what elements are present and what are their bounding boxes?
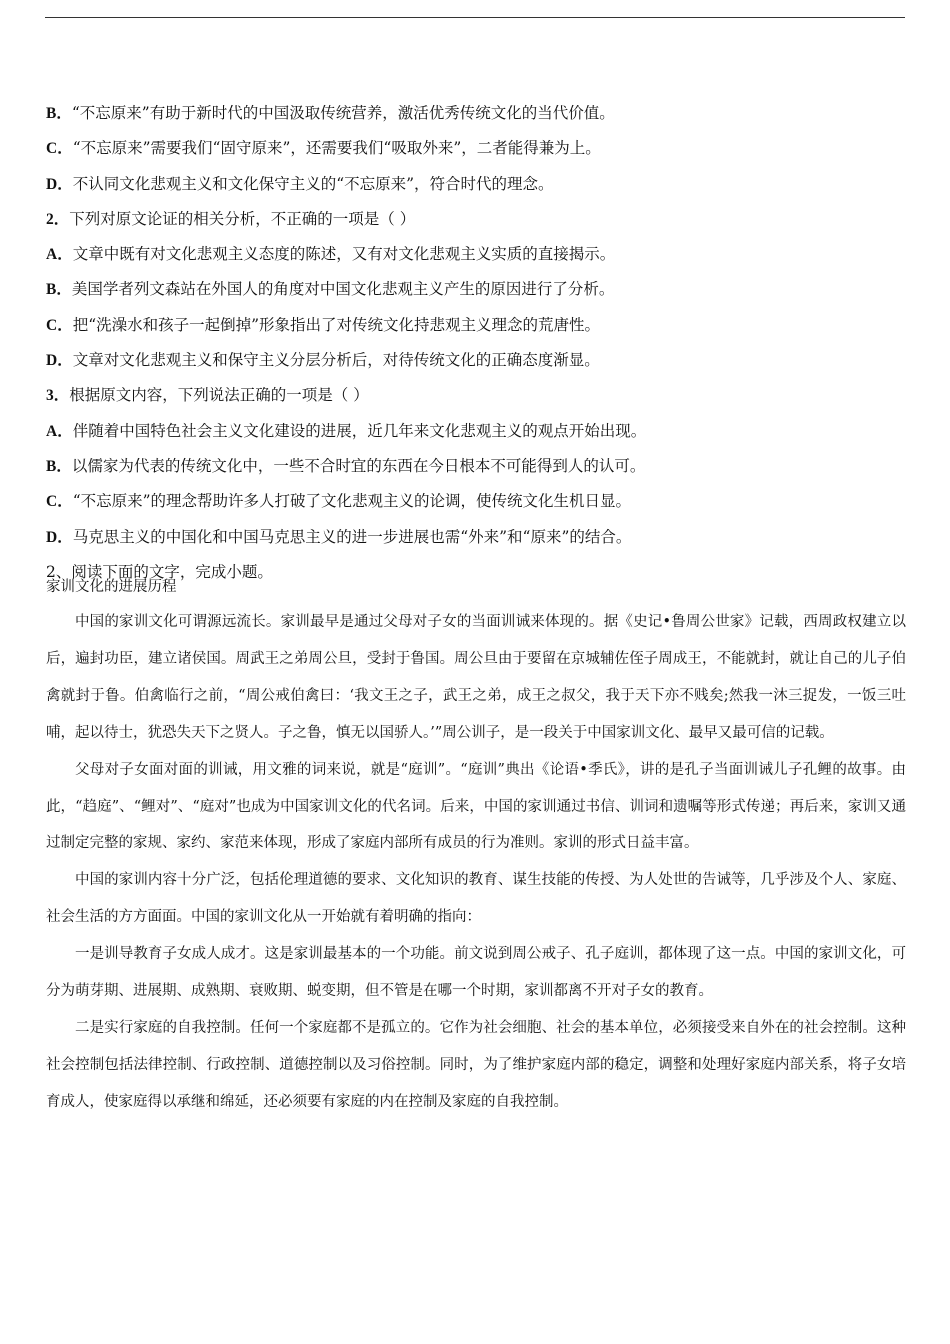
- passage-body: [46, 604, 906, 1121]
- section-intro: 2、阅读下面的文字，完成小题。: [46, 562, 273, 581]
- q2-option-a: [46, 237, 906, 272]
- option-text: “不忘原来”的理念帮助许多人打破了文化悲观主义的论调，使传统文化生机日显。: [72, 492, 632, 511]
- q3-option-c: [46, 484, 906, 519]
- q2-stem: [46, 202, 906, 237]
- q2-option-b: [46, 272, 906, 307]
- question-text: 根据原文内容，下列说法正确的一项是（ ）: [69, 386, 369, 405]
- question-text: 下列对原文论证的相关分析，不正确的一项是（ ）: [69, 209, 416, 228]
- q2-option-c: [46, 308, 906, 343]
- question-block: [46, 96, 906, 589]
- option-label: C．: [46, 140, 73, 158]
- header-rule: [45, 17, 905, 18]
- option-label: A．: [46, 246, 73, 264]
- option-text: 美国学者列文森站在外国人的角度对中国文化悲观主义产生的原因进行了分析。: [71, 280, 615, 299]
- option-label: B．: [46, 105, 72, 122]
- option-label: D．: [46, 528, 73, 546]
- q3-option-b: [46, 449, 906, 484]
- paragraph: 一是训导教育子女成人成才。这是家训最基本的一个功能。前文说到周公戒子、孔子庭训，都体现了这一点。中国的家训文化，可分为萌芽期、进展期、成熟期、衰败期、蜕变期，但不管是在哪一个时期，家训都离不开对子女的教育。: [46, 946, 906, 1000]
- option-label: D．: [46, 175, 73, 193]
- question-number: 3．: [46, 387, 70, 405]
- option-label: B．: [46, 457, 72, 475]
- option-label: A．: [46, 422, 73, 440]
- option-label: D．: [46, 352, 73, 370]
- option-text: 不认同文化悲观主义和文化保守主义的“不忘原来”，符合时代的理念。: [72, 174, 554, 193]
- q3-option-d: [46, 520, 906, 555]
- option-label: C．: [46, 493, 73, 511]
- q2-option-d: [46, 343, 906, 378]
- q3-option-a: [46, 414, 906, 449]
- option-text: 文章对文化悲观主义和保守主义分层分析后，对待传统文化的正确态度渐显。: [72, 351, 600, 370]
- q1-option-c: [46, 131, 906, 166]
- q1-option-d: [46, 167, 906, 202]
- option-text: 伴随着中国特色社会主义文化建设的进展，近几年来文化悲观主义的观点开始出现。: [72, 421, 647, 440]
- option-text: “不忘原来”有助于新时代的中国汲取传统营养，激活优秀传统文化的当代价值。: [71, 104, 615, 122]
- option-text: 以儒家为代表的传统文化中，一些不合时宜的东西在今日根本不可能得到人的认可。: [71, 456, 646, 475]
- q1-option-b: [46, 96, 906, 131]
- question-number: 2．: [46, 210, 70, 228]
- option-label: C．: [46, 316, 73, 334]
- paragraph: 父母对子女面对面的训诫，用文雅的词来说，就是“庭训”。“庭训”典出《论语•季氏》，讲的是孔子当面训诫儿子孔鲤的故事。由此，“趋庭”、“鲤对”、“庭对”也成为中国家训文化的代名词。后来，中国的家训通过书信、训词和遗嘱等形式传递；再后来，家训又通过制定完整的家规、家约、家范来体现，形成了家庭内部所有成员的行为准则。家训的形式日益丰富。: [46, 761, 906, 852]
- paragraph: 中国的家训文化可谓源远流长。家训最早是通过父母对子女的当面训诫来体现的。据《史记•鲁周公世家》记载，西周政权建立以后，遍封功臣，建立诸侯国。周武王之弟周公旦，受封于鲁国。周公旦由于要留在京城辅佐侄子周成王，不能就封，就让自己的儿子伯禽就封于鲁。伯禽临行之前，“周公戒伯禽曰：‘我文王之子，武王之弟，成王之叔父，我于天下亦不贱矣;然我一沐三捉发，一饭三吐哺，起以待士，犹恐失天下之贤人。子之鲁，慎无以国骄人。’”周公训子，是一段关于中国家训文化、最早又最可信的记载。: [46, 614, 906, 741]
- option-label: B．: [46, 281, 72, 299]
- paragraph: 二是实行家庭的自我控制。任何一个家庭都不是孤立的。它作为社会细胞、社会的基本单位，必须接受来自外在的社会控制。这种社会控制包括法律控制、行政控制、道德控制以及习俗控制。同时，为了维护家庭内部的稳定，调整和处理好家庭内部关系，将子女培育成人，使家庭得以承继和绵延，还必须要有家庭的内在控制及家庭的自我控制。: [46, 1019, 906, 1110]
- passage-title: 家训文化的进展历程: [46, 579, 177, 595]
- paragraph: 中国的家训内容十分广泛，包括伦理道德的要求、文化知识的教育、谋生技能的传授、为人处世的告诫等，几乎涉及个人、家庭、社会生活的方方面面。中国的家训文化从一开始就有着明确的指向：: [46, 872, 906, 926]
- option-text: 把“洗澡水和孩子一起倒掉”形象指出了对传统文化持悲观主义理念的荒唐性。: [72, 315, 601, 334]
- option-text: “不忘原来”需要我们“固守原来”，还需要我们“吸取外来”，二者能得兼为上。: [72, 139, 601, 158]
- option-text: 文章中既有对文化悲观主义态度的陈述，又有对文化悲观主义实质的直接揭示。: [72, 245, 616, 264]
- q3-stem: [46, 378, 906, 413]
- option-text: 马克思主义的中国化和中国马克思主义的进一步进展也需“外来”和“原来”的结合。: [72, 527, 632, 546]
